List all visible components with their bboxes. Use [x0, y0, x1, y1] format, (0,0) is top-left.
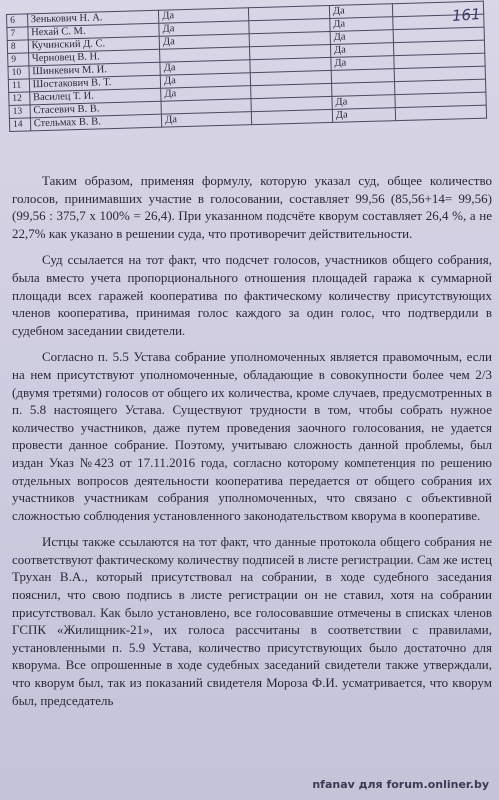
table-cell-num: 11 [8, 79, 29, 93]
table-cell-name: Шинкевич М. И. [29, 62, 161, 79]
page-number: 161 [451, 5, 482, 25]
table-cell-c: Да [330, 43, 394, 58]
watermark-caption: nfanav для forum.onliner.by [312, 778, 489, 791]
table-cell-a: Да [159, 34, 249, 49]
table-cell-c: Да [330, 30, 394, 45]
table-cell-num: 13 [9, 105, 30, 119]
table-cell-a: Да [161, 112, 251, 127]
paragraph-quorum-calculation: Таким образом, применяя формулу, которую указал суд, общее количество голосов, принимавших участие в голосовании, составляет 99,56 (85,56+14= 99,56) (99,56 : 375,7 х 100% = 26,4). При указанном подсчёте кворум составляет 26,4 %, а не 22,7% как указано в решении суда, что противоречит действительности. [12, 173, 492, 241]
table-cell-name: Кучинский Д. С. [28, 36, 160, 53]
table-cell-a: Да [159, 21, 249, 36]
table-cell-name: Василец Т. И. [29, 88, 161, 105]
votes-table [6, 1, 487, 132]
document-body [12, 172, 492, 718]
table-cell-num: 8 [7, 40, 28, 54]
table-cell-num: 12 [9, 92, 30, 106]
table-cell-name: Зенькович Н. А. [27, 10, 159, 27]
table-cell-a: Да [159, 8, 249, 23]
table-cell-name: Нехай С. М. [28, 23, 160, 40]
table-cell-name: Стасевич В. В. [30, 101, 162, 118]
table-cell-num: 14 [9, 118, 30, 132]
table-cell-num: 10 [8, 66, 29, 80]
table-cell-name: Черновец В. Н. [28, 49, 160, 66]
table-cell-a: Да [161, 86, 251, 101]
table-cell-b [251, 109, 333, 124]
table-cell-a: Да [160, 73, 250, 88]
paragraph-plaintiffs-claim: Истцы также ссылаются на тот факт, что данные протокола общего собрания не соответствуют фактическому количеству подписей в листе регистрации. Сам же истец Трухан В.А., который присутствовал на собрании, в ходе судебного заседания пояснил, что свою подпись в листе регистрации он не ставил, хотя на собрании присутствовал. Как было установлено, все голосовавшие отмечены в списках членов ГСПК «Жилищник-21», их голоса рассчитаны в соответствии с правилами, установленными п. 5.9 Устава, количество присутствующих было достаточно для кворума. Все опрошенные в ходе судебных заседаний свидетели также утверждали, что кворум был, так из показаний свидетеля Мороза Ф.И. усматривается, что кворум был, председатель [12, 534, 492, 708]
table-cell-name: Стельмах В. В. [30, 114, 162, 131]
table-cell-a: Да [160, 60, 250, 75]
table-cell-num: 7 [7, 27, 28, 41]
table-cell-c: Да [329, 4, 393, 19]
paragraph-court-vote-count: Суд ссылается на тот факт, что подсчет голосов, участников общего собрания, была вместо учета пропорционального отношения площадей гаража к суммарной площади всех гаражей кооператива по фактическому количеству присутствующих членов кооператива, принимая голос каждого за один голос, что подтвердили в судебном заседании свидетели. [12, 252, 492, 338]
table-cell-c: Да [330, 17, 394, 32]
paragraph-charter-clause: Согласно п. 5.5 Устава собрание уполномоченных является правомочным, если на нем присутствуют уполномоченные, обладающие в совокупности более чем 2/3 (двумя третями) голосов от общего их количества, кроме случаев, предусмотренных в п. 5.8 настоящего Устава. Существуют трудности в том, чтобы собрать нужное количество участников, даже путем проведения заочного голосования, не удается провести данное собрание. Поэтому, учитываю сложность данной проблемы, был издан Указ №423 от 17.11.2016 года, согласно которому компетенция по решению отдельных вопросов деятельности кооператива передается от общего собрания их участников участникам собрания уполномоченных, что связано с объективной сложностью соблюдения установленного законодательством кворума в кооперативе. [12, 349, 492, 523]
table-cell-d [396, 105, 487, 121]
table-cell-num: 9 [8, 53, 29, 67]
table-cell-c: Да [332, 108, 396, 123]
table-cell-name: Шостакович В. Т. [29, 75, 161, 92]
table-cell-num: 6 [7, 14, 28, 28]
table-cell-c: Да [331, 56, 395, 71]
table-cell-c: Да [332, 95, 396, 110]
